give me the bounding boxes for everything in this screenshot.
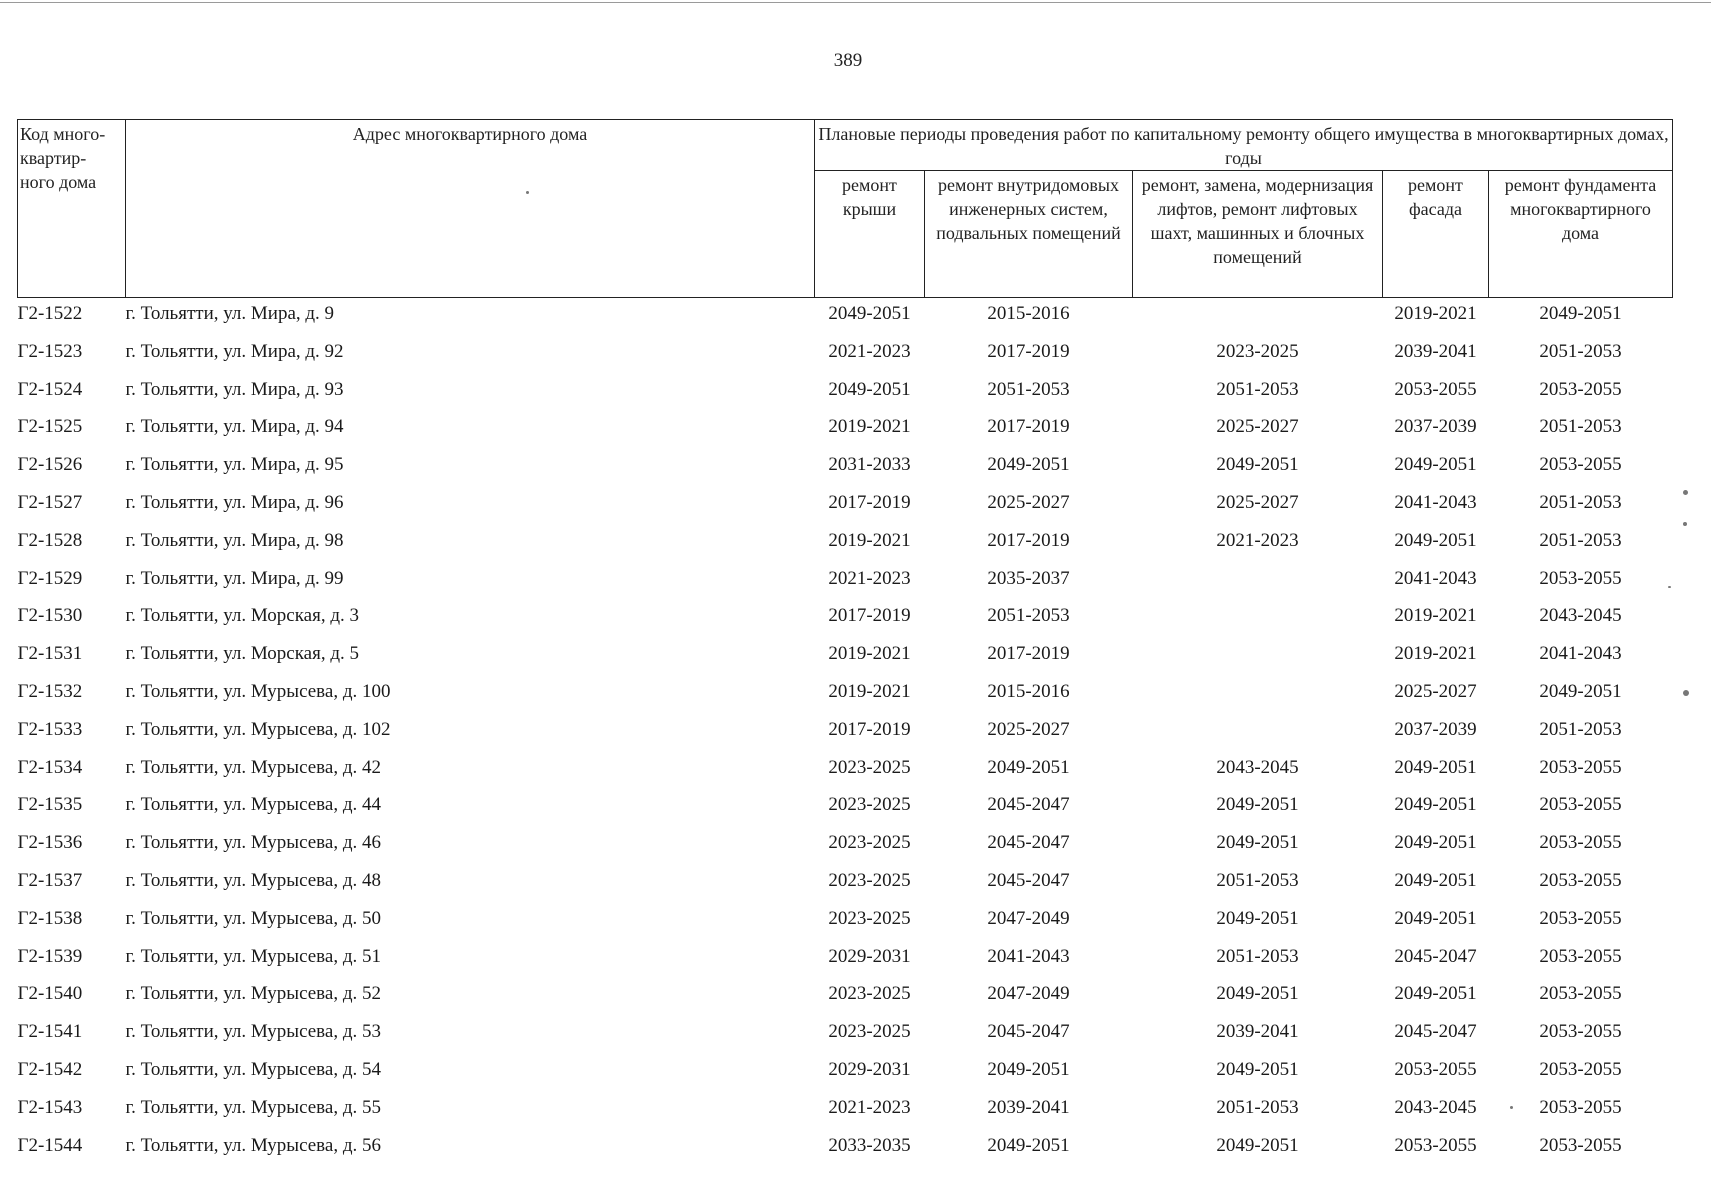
cell-foundation-repair: 2043-2045: [1539, 605, 1622, 627]
cell-facade-repair: 2049-2051: [1394, 454, 1477, 476]
cell-engineering-repair: 2045-2047: [987, 794, 1070, 816]
table-row: [18, 411, 1673, 449]
cell-address: г. Тольятти, ул. Мурысева, д. 50: [125, 907, 381, 929]
cell-facade-repair: 2053-2055: [1394, 1134, 1477, 1156]
cell-facade-repair: 2037-2039: [1394, 718, 1477, 740]
cell-engineering-repair: 2039-2041: [987, 1096, 1070, 1118]
cell-engineering-repair: 2049-2051: [987, 1058, 1070, 1080]
cell-building-code: Г2-1538: [17, 907, 83, 929]
cell-building-code: Г2-1532: [17, 680, 83, 702]
scan-speck: [1683, 522, 1687, 526]
cell-engineering-repair: 2049-2051: [987, 454, 1070, 476]
cell-lift-repair: 2049-2051: [1216, 454, 1299, 476]
cell-lift-repair: [1133, 600, 1383, 638]
cell-lift-repair: 2025-2027: [1216, 491, 1299, 513]
header-address-text: Адрес многоквартирного дома: [352, 124, 588, 144]
table-row: [18, 1054, 1673, 1092]
cell-foundation-repair: 2051-2053: [1539, 340, 1622, 362]
cell-lift-repair: 2025-2027: [1216, 416, 1299, 438]
cell-facade-repair: 2049-2051: [1394, 756, 1477, 778]
cell-lift-repair: 2049-2051: [1216, 907, 1299, 929]
cell-address: г. Тольятти, ул. Мурысева, д. 42: [125, 756, 381, 778]
cell-foundation-repair: 2051-2053: [1539, 491, 1622, 513]
cell-lift-repair: 2023-2025: [1216, 340, 1299, 362]
table-row: [18, 978, 1673, 1016]
scan-speck: [526, 191, 529, 194]
scan-speck: [1668, 586, 1671, 588]
cell-facade-repair: 2037-2039: [1394, 416, 1477, 438]
cell-facade-repair: 2019-2021: [1394, 303, 1477, 324]
cell-engineering-repair: 2045-2047: [987, 1021, 1070, 1043]
cell-address: г. Тольятти, ул. Мира, д. 93: [125, 378, 344, 400]
cell-lift-repair: 2051-2053: [1216, 945, 1299, 967]
table-row: [18, 789, 1673, 827]
table-row: [18, 865, 1673, 903]
table-row: [18, 487, 1673, 525]
cell-address: г. Тольятти, ул. Мира, д. 98: [125, 529, 344, 551]
cell-roof-repair: 2017-2019: [828, 491, 911, 513]
cell-roof-repair: 2023-2025: [828, 869, 911, 891]
cell-foundation-repair: 2053-2055: [1539, 1096, 1622, 1118]
cell-facade-repair: 2045-2047: [1394, 945, 1477, 967]
cell-foundation-repair: 2053-2055: [1539, 1134, 1622, 1156]
cell-lift-repair: 2049-2051: [1216, 1058, 1299, 1080]
cell-facade-repair: 2045-2047: [1394, 1021, 1477, 1043]
cell-engineering-repair: 2017-2019: [987, 416, 1070, 438]
cell-lift-repair: 2043-2045: [1216, 756, 1299, 778]
cell-facade-repair: 2053-2055: [1394, 378, 1477, 400]
capital-repair-schedule-table: [17, 119, 1673, 1167]
cell-building-code: Г2-1544: [17, 1134, 83, 1156]
cell-lift-repair: 2051-2053: [1216, 378, 1299, 400]
cell-facade-repair: 2053-2055: [1394, 1058, 1477, 1080]
cell-building-code: Г2-1523: [17, 340, 83, 362]
cell-roof-repair: 2049-2051: [828, 378, 911, 400]
cell-address: г. Тольятти, ул. Мурысева, д. 100: [125, 680, 391, 702]
cell-engineering-repair: 2017-2019: [987, 529, 1070, 551]
table-row: [18, 752, 1673, 790]
cell-roof-repair: 2023-2025: [828, 907, 911, 929]
header-roof-repair-text: ремонт крыши: [842, 175, 897, 219]
header-foundation-repair: [1489, 171, 1673, 298]
table-row: [18, 1130, 1673, 1168]
cell-address: г. Тольятти, ул. Мурысева, д. 44: [125, 794, 381, 816]
cell-lift-repair: 2049-2051: [1216, 983, 1299, 1005]
header-planned-periods: [815, 120, 1673, 171]
cell-building-code: Г2-1533: [17, 718, 83, 740]
header-building-code: [18, 120, 126, 298]
header-address: [126, 120, 815, 298]
cell-address: г. Тольятти, ул. Мира, д. 94: [125, 416, 344, 438]
cell-foundation-repair: 2051-2053: [1539, 416, 1622, 438]
cell-roof-repair: 2021-2023: [828, 1096, 911, 1118]
cell-facade-repair: 2049-2051: [1394, 983, 1477, 1005]
cell-lift-repair: 2049-2051: [1216, 832, 1299, 854]
cell-lift-repair: [1133, 676, 1383, 714]
header-building-code-text: Код много- квартир- ного дома: [20, 124, 106, 192]
cell-engineering-repair: 2041-2043: [987, 945, 1070, 967]
cell-facade-repair: 2049-2051: [1394, 907, 1477, 929]
cell-roof-repair: 2023-2025: [828, 794, 911, 816]
cell-foundation-repair: 2053-2055: [1539, 907, 1622, 929]
cell-foundation-repair: 2053-2055: [1539, 869, 1622, 891]
table-body: [18, 298, 1673, 1168]
cell-building-code: Г2-1539: [17, 945, 83, 967]
table-row: [18, 374, 1673, 412]
table-row: [18, 676, 1673, 714]
cell-building-code: Г2-1536: [17, 832, 83, 854]
cell-address: г. Тольятти, ул. Мурысева, д. 52: [125, 983, 381, 1005]
cell-foundation-repair: 2051-2053: [1539, 718, 1622, 740]
header-lift-repair: [1133, 171, 1383, 298]
cell-building-code: Г2-1543: [17, 1096, 83, 1118]
table-row: [18, 638, 1673, 676]
cell-foundation-repair: 2053-2055: [1539, 1021, 1622, 1043]
table-header: [18, 120, 1673, 298]
cell-facade-repair: 2043-2045: [1394, 1096, 1477, 1118]
cell-lift-repair: 2051-2053: [1216, 869, 1299, 891]
cell-engineering-repair: 2051-2053: [987, 605, 1070, 627]
table-row: [18, 600, 1673, 638]
scan-top-rule: [0, 2, 1711, 3]
header-engineering-repair-text: ремонт внутридомовых инженерных систем, подвальных помещений: [936, 175, 1121, 243]
cell-foundation-repair: 2053-2055: [1539, 832, 1622, 854]
cell-lift-repair: [1133, 714, 1383, 752]
cell-engineering-repair: 2047-2049: [987, 907, 1070, 929]
table-row: [18, 449, 1673, 487]
cell-facade-repair: 2019-2021: [1394, 643, 1477, 665]
table-row: [18, 903, 1673, 941]
table-row: [18, 941, 1673, 979]
table-row: [18, 336, 1673, 374]
cell-building-code: Г2-1522: [17, 303, 83, 324]
cell-foundation-repair: 2049-2051: [1539, 303, 1622, 324]
cell-address: г. Тольятти, ул. Мира, д. 9: [125, 303, 335, 324]
cell-lift-repair: 2049-2051: [1216, 794, 1299, 816]
header-lift-repair-text: ремонт, замена, модернизация лифтов, ремонт лифтовых шахт, машинных и блочных помещений: [1141, 175, 1374, 267]
cell-building-code: Г2-1531: [17, 643, 83, 665]
cell-engineering-repair: 2047-2049: [987, 983, 1070, 1005]
cell-lift-repair: 2021-2023: [1216, 529, 1299, 551]
cell-facade-repair: 2041-2043: [1394, 491, 1477, 513]
table-row: [18, 563, 1673, 601]
cell-building-code: Г2-1542: [17, 1058, 83, 1080]
cell-building-code: Г2-1529: [17, 567, 83, 589]
cell-lift-repair: 2051-2053: [1216, 1096, 1299, 1118]
cell-building-code: Г2-1527: [17, 491, 83, 513]
cell-roof-repair: 2031-2033: [828, 454, 911, 476]
cell-roof-repair: 2017-2019: [828, 718, 911, 740]
cell-address: г. Тольятти, ул. Мурысева, д. 51: [125, 945, 381, 967]
cell-address: г. Тольятти, ул. Мурысева, д. 53: [125, 1021, 381, 1043]
cell-address: г. Тольятти, ул. Морская, д. 5: [125, 643, 360, 665]
page-number: 389: [833, 50, 863, 71]
cell-roof-repair: 2019-2021: [828, 529, 911, 551]
cell-address: г. Тольятти, ул. Мурысева, д. 56: [125, 1134, 381, 1156]
cell-lift-repair: [1133, 298, 1383, 336]
cell-roof-repair: 2021-2023: [828, 567, 911, 589]
cell-building-code: Г2-1534: [17, 756, 83, 778]
cell-foundation-repair: 2053-2055: [1539, 567, 1622, 589]
cell-address: г. Тольятти, ул. Мурысева, д. 48: [125, 869, 381, 891]
cell-roof-repair: 2019-2021: [828, 680, 911, 702]
cell-foundation-repair: 2049-2051: [1539, 680, 1622, 702]
cell-foundation-repair: 2051-2053: [1539, 529, 1622, 551]
cell-building-code: Г2-1530: [17, 605, 83, 627]
cell-lift-repair: [1133, 638, 1383, 676]
cell-address: г. Тольятти, ул. Мира, д. 96: [125, 491, 344, 513]
cell-foundation-repair: 2053-2055: [1539, 378, 1622, 400]
cell-engineering-repair: 2017-2019: [987, 643, 1070, 665]
table-row: [18, 827, 1673, 865]
cell-lift-repair: 2039-2041: [1216, 1021, 1299, 1043]
cell-address: г. Тольятти, ул. Мира, д. 92: [125, 340, 344, 362]
cell-foundation-repair: 2053-2055: [1539, 756, 1622, 778]
scan-speck: [1683, 690, 1689, 696]
cell-roof-repair: 2021-2023: [828, 340, 911, 362]
cell-facade-repair: 2049-2051: [1394, 832, 1477, 854]
cell-roof-repair: 2019-2021: [828, 416, 911, 438]
cell-facade-repair: 2019-2021: [1394, 605, 1477, 627]
header-facade-repair: [1383, 171, 1489, 298]
cell-address: г. Тольятти, ул. Мира, д. 99: [125, 567, 344, 589]
cell-facade-repair: 2049-2051: [1394, 794, 1477, 816]
header-roof-repair: [815, 171, 925, 298]
cell-building-code: Г2-1524: [17, 378, 83, 400]
cell-facade-repair: 2049-2051: [1394, 529, 1477, 551]
cell-lift-repair: [1133, 563, 1383, 601]
cell-roof-repair: 2049-2051: [828, 303, 911, 324]
cell-engineering-repair: 2051-2053: [987, 378, 1070, 400]
scan-speck: [1683, 490, 1688, 495]
cell-engineering-repair: 2035-2037: [987, 567, 1070, 589]
cell-engineering-repair: 2025-2027: [987, 718, 1070, 740]
cell-building-code: Г2-1535: [17, 794, 83, 816]
cell-roof-repair: 2023-2025: [828, 1021, 911, 1043]
cell-address: г. Тольятти, ул. Мурысева, д. 54: [125, 1058, 381, 1080]
cell-address: г. Тольятти, ул. Мира, д. 95: [125, 454, 344, 476]
cell-lift-repair: 2049-2051: [1216, 1134, 1299, 1156]
cell-building-code: Г2-1525: [17, 416, 83, 438]
header-facade-repair-text: ремонт фасада: [1408, 175, 1463, 219]
cell-facade-repair: 2025-2027: [1394, 680, 1477, 702]
cell-foundation-repair: 2053-2055: [1539, 945, 1622, 967]
cell-roof-repair: 2029-2031: [828, 1058, 911, 1080]
cell-address: г. Тольятти, ул. Мурысева, д. 46: [125, 832, 381, 854]
header-planned-periods-text: Плановые периоды проведения работ по капитальному ремонту общего имущества в многоквартирных домах, годы: [818, 124, 1669, 168]
header-foundation-repair-text: ремонт фундамента многоквартирного дома: [1504, 175, 1657, 243]
cell-foundation-repair: 2053-2055: [1539, 454, 1622, 476]
cell-engineering-repair: 2017-2019: [987, 340, 1070, 362]
table-row: [18, 714, 1673, 752]
cell-building-code: Г2-1541: [17, 1021, 83, 1043]
table-row: [18, 1016, 1673, 1054]
cell-engineering-repair: 2015-2016: [987, 680, 1070, 702]
cell-roof-repair: 2033-2035: [828, 1134, 911, 1156]
cell-roof-repair: 2029-2031: [828, 945, 911, 967]
cell-building-code: Г2-1526: [17, 454, 83, 476]
header-engineering-repair: [925, 171, 1133, 298]
cell-engineering-repair: 2025-2027: [987, 491, 1070, 513]
cell-facade-repair: 2039-2041: [1394, 340, 1477, 362]
table-row: [18, 525, 1673, 563]
cell-foundation-repair: 2053-2055: [1539, 794, 1622, 816]
scan-speck: [1510, 1106, 1513, 1109]
cell-engineering-repair: 2045-2047: [987, 869, 1070, 891]
cell-building-code: Г2-1540: [17, 983, 83, 1005]
cell-roof-repair: 2023-2025: [828, 983, 911, 1005]
cell-facade-repair: 2049-2051: [1394, 869, 1477, 891]
cell-roof-repair: 2019-2021: [828, 643, 911, 665]
cell-facade-repair: 2041-2043: [1394, 567, 1477, 589]
cell-foundation-repair: 2041-2043: [1539, 643, 1622, 665]
cell-roof-repair: 2023-2025: [828, 832, 911, 854]
cell-address: г. Тольятти, ул. Мурысева, д. 102: [125, 718, 391, 740]
cell-building-code: Г2-1528: [17, 529, 83, 551]
cell-roof-repair: 2023-2025: [828, 756, 911, 778]
cell-building-code: Г2-1537: [17, 869, 83, 891]
cell-address: г. Тольятти, ул. Мурысева, д. 55: [125, 1096, 381, 1118]
cell-engineering-repair: 2049-2051: [987, 756, 1070, 778]
cell-foundation-repair: 2053-2055: [1539, 1058, 1622, 1080]
table-row: [18, 298, 1673, 336]
cell-engineering-repair: 2015-2016: [987, 303, 1070, 324]
cell-engineering-repair: 2045-2047: [987, 832, 1070, 854]
cell-engineering-repair: 2049-2051: [987, 1134, 1070, 1156]
cell-roof-repair: 2017-2019: [828, 605, 911, 627]
cell-address: г. Тольятти, ул. Морская, д. 3: [125, 605, 360, 627]
table-row: [18, 1092, 1673, 1130]
cell-foundation-repair: 2053-2055: [1539, 983, 1622, 1005]
